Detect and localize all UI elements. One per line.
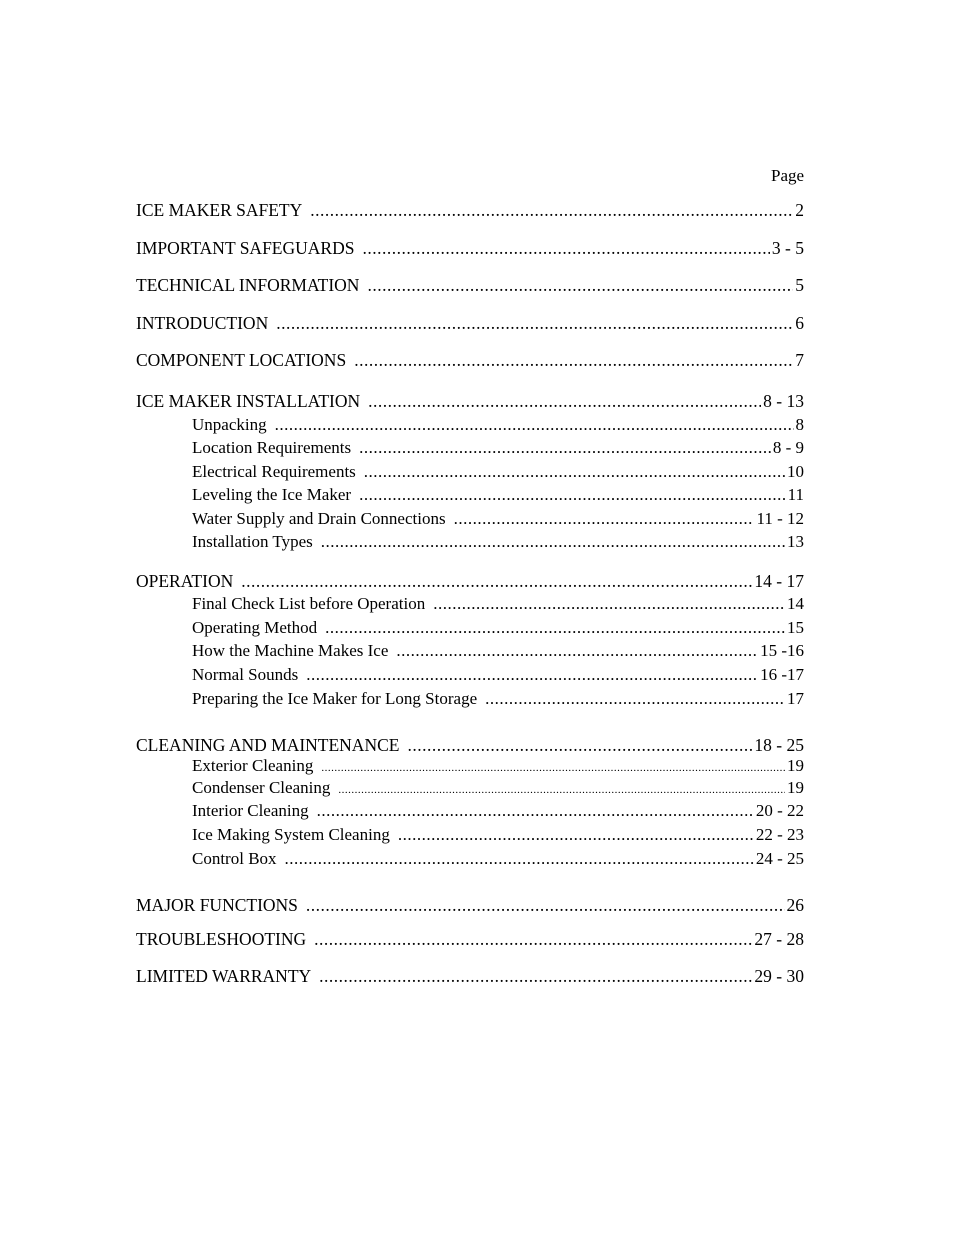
dot-leader xyxy=(321,757,785,779)
dot-leader xyxy=(314,928,752,950)
toc-entry-page: 8 - 13 xyxy=(763,391,804,411)
toc-entry-page: 17 xyxy=(787,689,804,708)
toc-entry-troubleshooting xyxy=(136,928,804,950)
dot-leader xyxy=(354,349,793,371)
toc-entry-title: MAJOR FUNCTIONS xyxy=(136,895,298,915)
dot-leader xyxy=(276,312,793,334)
toc-entry-title: IMPORTANT SAFEGUARDS xyxy=(136,238,355,258)
toc-entry-page: 6 xyxy=(795,313,804,333)
toc-entry-title: ICE MAKER SAFETY xyxy=(136,200,303,220)
toc-entry-page: 10 xyxy=(787,462,804,481)
toc-entry-page: 14 - 17 xyxy=(754,571,804,591)
dot-leader xyxy=(275,414,794,436)
dot-leader xyxy=(338,779,785,801)
toc-subentry-control-box xyxy=(192,848,804,870)
toc-entry-page: 11 - 12 xyxy=(756,509,804,528)
toc-subentry-interior-cleaning xyxy=(192,800,804,822)
toc-entry-ice-maker-safety xyxy=(136,199,804,221)
toc-subentry-installation-types xyxy=(192,531,804,553)
toc-entry-page: 15 xyxy=(787,618,804,637)
dot-leader xyxy=(485,688,785,710)
dot-leader xyxy=(398,824,754,846)
toc-entry-page: 15 -16 xyxy=(760,641,804,660)
toc-entry-page: 24 - 25 xyxy=(755,849,804,868)
toc-subentry-ice-making-system-cleaning xyxy=(192,824,804,846)
toc-entry-title: INTRODUCTION xyxy=(136,313,269,333)
toc-entry-title: Control Box xyxy=(192,849,277,868)
toc-entry-title: Ice Making System Cleaning xyxy=(192,825,390,844)
dot-leader xyxy=(285,848,754,870)
toc-entry-page: 14 xyxy=(787,594,804,613)
toc-entry-page: 29 - 30 xyxy=(754,966,804,986)
toc-entry-page: 27 - 28 xyxy=(754,929,804,949)
dot-leader xyxy=(367,274,793,296)
toc-entry-limited-warranty xyxy=(136,965,804,987)
toc-entry-page: 22 - 23 xyxy=(755,825,804,844)
toc-entry-page: 8 xyxy=(795,415,804,434)
toc-entry-page: 19 xyxy=(787,778,804,797)
toc-entry-page: 18 - 25 xyxy=(754,735,804,755)
dot-leader xyxy=(454,508,755,530)
toc-entry-major-functions xyxy=(136,894,804,916)
dot-leader xyxy=(306,664,758,686)
toc-subentry-unpacking xyxy=(192,414,804,436)
toc-entry-page: 20 - 22 xyxy=(755,801,804,820)
toc-entry-page: 16 -17 xyxy=(760,665,804,684)
dot-leader xyxy=(362,237,769,259)
toc-entry-page: 13 xyxy=(787,532,804,551)
toc-entry-title: TROUBLESHOOTING xyxy=(136,929,307,949)
dot-leader xyxy=(433,593,785,615)
toc-entry-page: 7 xyxy=(795,350,804,370)
toc-entry-title: Condenser Cleaning xyxy=(192,778,331,797)
toc-subentry-long-storage xyxy=(192,688,804,710)
toc-subentry-electrical-requirements xyxy=(192,461,804,483)
toc-entry-title: LIMITED WARRANTY xyxy=(136,966,312,986)
toc-entry-technical-information xyxy=(136,274,804,296)
toc-entry-title: Interior Cleaning xyxy=(192,801,309,820)
dot-leader xyxy=(396,640,758,662)
toc-entry-cleaning-and-maintenance xyxy=(136,734,804,756)
dot-leader xyxy=(359,437,771,459)
toc-entry-page: 2 xyxy=(795,200,804,220)
dot-leader xyxy=(241,570,752,592)
toc-entry-title: COMPONENT LOCATIONS xyxy=(136,350,347,370)
toc-entry-title: Exterior Cleaning xyxy=(192,756,314,775)
toc-entry-title: CLEANING AND MAINTENANCE xyxy=(136,735,400,755)
toc-entry-title: Water Supply and Drain Connections xyxy=(192,509,446,528)
toc-entry-title: Preparing the Ice Maker for Long Storage xyxy=(192,689,478,708)
toc-entry-title: How the Machine Makes Ice xyxy=(192,641,389,660)
page-column-label: Page xyxy=(771,166,805,185)
toc-entry-page: 26 xyxy=(786,895,804,915)
toc-subentry-normal-sounds xyxy=(192,664,804,686)
toc-entry-introduction xyxy=(136,312,804,334)
toc-subentry-condenser-cleaning xyxy=(192,777,804,799)
toc-entry-important-safeguards xyxy=(136,237,804,259)
toc-entry-title: Unpacking xyxy=(192,415,267,434)
toc-subentry-location-requirements xyxy=(192,437,804,459)
dot-leader xyxy=(321,531,785,553)
toc-entry-page: 11 xyxy=(787,485,804,504)
toc-subentry-leveling xyxy=(192,484,804,506)
dot-leader xyxy=(407,734,752,756)
toc-subentry-how-machine-makes-ice xyxy=(192,640,804,662)
dot-leader xyxy=(306,894,785,916)
toc-entry-page: 3 - 5 xyxy=(771,238,804,258)
toc-entry-title: Leveling the Ice Maker xyxy=(192,485,352,504)
toc-entry-title: Final Check List before Operation xyxy=(192,594,426,613)
toc-entry-title: Location Requirements xyxy=(192,438,352,457)
dot-leader xyxy=(325,617,785,639)
toc-entry-title: OPERATION xyxy=(136,571,234,591)
toc-entry-title: Operating Method xyxy=(192,618,318,637)
toc-entry-ice-maker-installation xyxy=(136,390,804,412)
dot-leader xyxy=(364,461,785,483)
toc-entry-operation xyxy=(136,570,804,592)
dot-leader xyxy=(359,484,786,506)
toc-subentry-water-supply xyxy=(192,508,804,530)
toc-entry-title: Normal Sounds xyxy=(192,665,299,684)
toc-entry-component-locations xyxy=(136,349,804,371)
toc-subentry-operating-method xyxy=(192,617,804,639)
dot-leader xyxy=(319,965,752,987)
dot-leader xyxy=(317,800,754,822)
toc-entry-page: 8 - 9 xyxy=(772,438,804,457)
dot-leader xyxy=(368,390,761,412)
dot-leader xyxy=(310,199,793,221)
toc-entry-page: 5 xyxy=(795,275,804,295)
toc-subentry-exterior-cleaning xyxy=(192,755,804,777)
toc-entry-title: TECHNICAL INFORMATION xyxy=(136,275,360,295)
toc-entry-title: ICE MAKER INSTALLATION xyxy=(136,391,361,411)
toc-entry-title: Installation Types xyxy=(192,532,313,551)
toc-entry-page: 19 xyxy=(787,756,804,775)
toc-entry-title: Electrical Requirements xyxy=(192,462,356,481)
toc-subentry-final-check-list xyxy=(192,593,804,615)
